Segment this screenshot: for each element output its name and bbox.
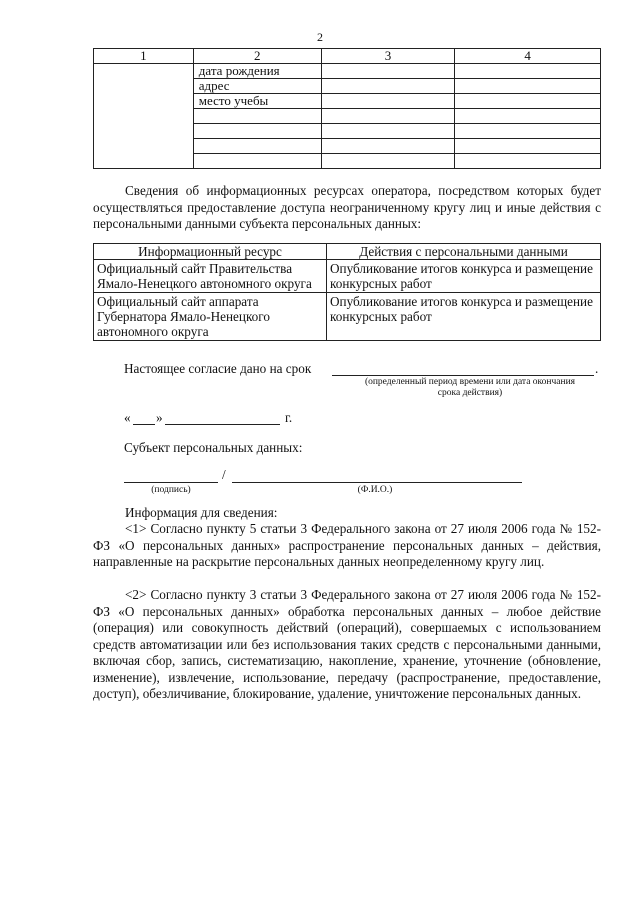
consent-caption-line1: (определенный период времени или дата окончания xyxy=(364,377,576,387)
field-label: место учебы xyxy=(193,94,321,109)
field-note xyxy=(455,124,601,139)
information-resources-table xyxy=(93,243,601,341)
action-cell: Опубликование итогов конкурса и размещение конкурсных работ xyxy=(327,260,601,293)
field-note xyxy=(455,139,601,154)
consent-term-field[interactable] xyxy=(332,361,594,376)
full-name-caption: (Ф.И.О.) xyxy=(357,485,393,495)
date-close-quote: » xyxy=(156,410,163,425)
field-value xyxy=(321,139,455,154)
merged-cell xyxy=(94,64,194,169)
consent-term-label: Настоящее согласие дано на срок xyxy=(124,361,312,376)
action-cell: Опубликование итогов конкурса и размещение конкурсных работ xyxy=(327,293,601,341)
field-value xyxy=(321,79,455,94)
slash-separator: / xyxy=(222,467,226,482)
field-label xyxy=(193,154,321,169)
column-header: 3 xyxy=(321,49,455,64)
field-value xyxy=(321,124,455,139)
field-label xyxy=(193,139,321,154)
date-day-field[interactable] xyxy=(133,410,155,425)
consent-term-end: . xyxy=(595,361,599,376)
date-year-suffix: г. xyxy=(285,410,293,425)
field-value xyxy=(321,94,455,109)
field-note xyxy=(455,94,601,109)
signature-caption: (подпись) xyxy=(151,485,191,495)
field-label xyxy=(193,109,321,124)
info-note-1: <1> Согласно пункту 5 статьи 3 Федерального закона от 27 июля 2006 года № 152-ФЗ «О персональных данных» распространение персональных данных – действия, направленные на раскрытие персональных данных неопределенному кругу лиц. xyxy=(93,521,601,569)
info-note-2: <2> Согласно пункту 3 статьи 3 Федерального закона от 27 июля 2006 года № 152-ФЗ «О персональных данных» обработка персональных данных – любое действие (операция) или совокупность действий (операций), совершаемых с использованием средств автоматизации или без использования таких средств с персональными данными, включая сбор, запись, систематизацию, накопление, хранение, уточнение (обновление, изменение), извлечение, использование, передачу (распространение, предоставление, доступ), обезличивание, блокирование, удаление, уничтожение персональных данных. xyxy=(93,587,601,701)
signature-field[interactable] xyxy=(124,469,218,483)
personal-data-table xyxy=(93,48,601,169)
info-heading: Информация для сведения: xyxy=(125,505,278,520)
intro-paragraph: Сведения об информационных ресурсах оператора, посредством которых будет осуществляться предоставление доступа неограниченному кругу лиц и иные действия с персональными данными субъекта персональных данных: xyxy=(93,183,601,231)
field-note xyxy=(455,79,601,94)
resource-cell: Официальный сайт Правительства Ямало-Ненецкого автономного округа xyxy=(94,260,327,293)
field-label: адрес xyxy=(193,79,321,94)
field-value xyxy=(321,154,455,169)
page-number: 2 xyxy=(317,30,323,44)
column-header: 4 xyxy=(455,49,601,64)
field-note xyxy=(455,64,601,79)
field-value xyxy=(321,109,455,124)
consent-caption-line2: срока действия) xyxy=(437,388,503,398)
resource-cell: Официальный сайт аппарата Губернатора Ямало-Ненецкого автономного округа xyxy=(94,293,327,341)
column-header: Информационный ресурс xyxy=(94,244,327,260)
full-name-field[interactable] xyxy=(232,469,522,483)
field-note xyxy=(455,154,601,169)
subject-label: Субъект персональных данных: xyxy=(124,440,303,455)
table-header-row xyxy=(94,244,601,260)
table-header-row xyxy=(94,49,601,64)
date-month-year-field[interactable] xyxy=(165,410,280,425)
field-label: дата рождения xyxy=(193,64,321,79)
field-note xyxy=(455,109,601,124)
table-row xyxy=(94,260,601,293)
column-header: Действия с персональными данными xyxy=(327,244,601,260)
field-label xyxy=(193,124,321,139)
table-row xyxy=(94,64,601,79)
date-open-quote: « xyxy=(124,410,131,425)
field-value xyxy=(321,64,455,79)
table-row xyxy=(94,293,601,341)
column-header: 1 xyxy=(94,49,194,64)
column-header: 2 xyxy=(193,49,321,64)
